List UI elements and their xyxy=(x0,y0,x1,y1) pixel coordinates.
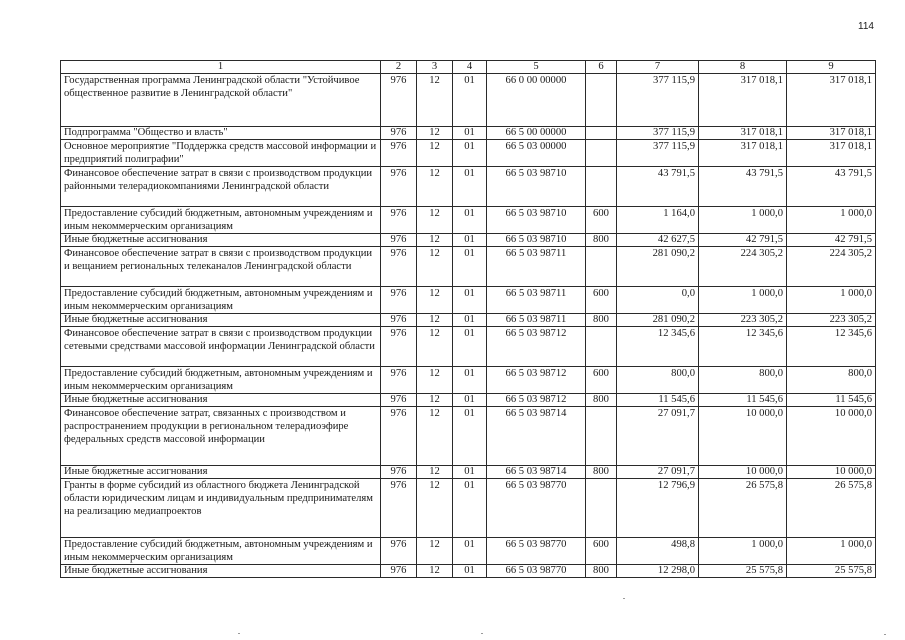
header-cell: 2 xyxy=(381,61,417,74)
expense-type-cell: 800 xyxy=(586,234,617,247)
department-code-cell: 976 xyxy=(381,538,417,565)
table-row xyxy=(61,167,876,207)
table-row xyxy=(61,247,876,287)
subsection-code-cell: 01 xyxy=(453,287,487,314)
expense-type-cell xyxy=(586,247,617,287)
section-code-cell: 12 xyxy=(417,167,453,207)
expense-type-cell xyxy=(586,74,617,127)
subsection-code-cell: 01 xyxy=(453,234,487,247)
section-code-cell: 12 xyxy=(417,367,453,394)
amount-col8-cell: 11 545,6 xyxy=(699,394,787,407)
department-code-cell: 976 xyxy=(381,367,417,394)
header-cell: 9 xyxy=(787,61,876,74)
page-number: 114 xyxy=(858,21,874,32)
expense-type-cell: 800 xyxy=(586,466,617,479)
amount-col7-cell: 800,0 xyxy=(617,367,699,394)
target-article-cell: 66 5 03 98770 xyxy=(487,565,586,578)
table-row xyxy=(61,565,876,578)
department-code-cell: 976 xyxy=(381,234,417,247)
amount-col9-cell: 26 575,8 xyxy=(787,479,876,538)
amount-col7-cell: 12 298,0 xyxy=(617,565,699,578)
amount-col7-cell: 377 115,9 xyxy=(617,140,699,167)
amount-col7-cell: 27 091,7 xyxy=(617,407,699,466)
expense-type-cell: 800 xyxy=(586,314,617,327)
amount-col8-cell: 317 018,1 xyxy=(699,74,787,127)
subsection-code-cell: 01 xyxy=(453,565,487,578)
subsection-code-cell: 01 xyxy=(453,74,487,127)
department-code-cell: 976 xyxy=(381,167,417,207)
table-row xyxy=(61,407,876,466)
amount-col9-cell: 317 018,1 xyxy=(787,127,876,140)
expense-type-cell xyxy=(586,127,617,140)
header-cell: 3 xyxy=(417,61,453,74)
header-cell: 7 xyxy=(617,61,699,74)
amount-col9-cell: 1 000,0 xyxy=(787,538,876,565)
expense-name-cell: Иные бюджетные ассигнования xyxy=(61,466,381,479)
subsection-code-cell: 01 xyxy=(453,327,487,367)
table-row xyxy=(61,74,876,127)
scan-speck xyxy=(884,634,886,635)
header-row xyxy=(61,61,876,74)
subsection-code-cell: 01 xyxy=(453,314,487,327)
table-row xyxy=(61,127,876,140)
subsection-code-cell: 01 xyxy=(453,479,487,538)
amount-col8-cell: 1 000,0 xyxy=(699,287,787,314)
amount-col7-cell: 12 796,9 xyxy=(617,479,699,538)
amount-col9-cell: 1 000,0 xyxy=(787,207,876,234)
expense-type-cell xyxy=(586,167,617,207)
amount-col9-cell: 43 791,5 xyxy=(787,167,876,207)
table-row xyxy=(61,394,876,407)
amount-col7-cell: 377 115,9 xyxy=(617,74,699,127)
target-article-cell: 66 5 03 98711 xyxy=(487,287,586,314)
amount-col8-cell: 224 305,2 xyxy=(699,247,787,287)
header-cell: 1 xyxy=(61,61,381,74)
amount-col7-cell: 27 091,7 xyxy=(617,466,699,479)
section-code-cell: 12 xyxy=(417,538,453,565)
header-cell: 8 xyxy=(699,61,787,74)
amount-col7-cell: 11 545,6 xyxy=(617,394,699,407)
expense-name-cell: Предоставление субсидий бюджетным, автономным учреждениям и иным некоммерческим организациям xyxy=(61,538,381,565)
target-article-cell: 66 5 03 98711 xyxy=(487,247,586,287)
scan-speck xyxy=(481,633,483,634)
amount-col7-cell: 1 164,0 xyxy=(617,207,699,234)
section-code-cell: 12 xyxy=(417,314,453,327)
target-article-cell: 66 5 03 98714 xyxy=(487,407,586,466)
subsection-code-cell: 01 xyxy=(453,407,487,466)
target-article-cell: 66 5 00 00000 xyxy=(487,127,586,140)
department-code-cell: 976 xyxy=(381,479,417,538)
header-cell: 5 xyxy=(487,61,586,74)
amount-col8-cell: 12 345,6 xyxy=(699,327,787,367)
expense-name-cell: Иные бюджетные ассигнования xyxy=(61,234,381,247)
amount-col9-cell: 800,0 xyxy=(787,367,876,394)
amount-col8-cell: 317 018,1 xyxy=(699,127,787,140)
subsection-code-cell: 01 xyxy=(453,466,487,479)
expense-name-cell: Финансовое обеспечение затрат в связи с производством продукции и вещанием региональных телеканалов Ленинградской области xyxy=(61,247,381,287)
department-code-cell: 976 xyxy=(381,466,417,479)
expense-name-cell: Подпрограмма "Общество и власть" xyxy=(61,127,381,140)
amount-col8-cell: 1 000,0 xyxy=(699,538,787,565)
section-code-cell: 12 xyxy=(417,140,453,167)
target-article-cell: 66 5 03 98712 xyxy=(487,394,586,407)
amount-col7-cell: 43 791,5 xyxy=(617,167,699,207)
expense-type-cell: 600 xyxy=(586,207,617,234)
target-article-cell: 66 0 00 00000 xyxy=(487,74,586,127)
amount-col7-cell: 281 090,2 xyxy=(617,314,699,327)
amount-col8-cell: 43 791,5 xyxy=(699,167,787,207)
table-row xyxy=(61,234,876,247)
expense-name-cell: Финансовое обеспечение затрат в связи с производством продукции районными телерадиокомпаниями Ленинградской области xyxy=(61,167,381,207)
amount-col9-cell: 11 545,6 xyxy=(787,394,876,407)
amount-col7-cell: 12 345,6 xyxy=(617,327,699,367)
target-article-cell: 66 5 03 98710 xyxy=(487,167,586,207)
expense-type-cell: 800 xyxy=(586,565,617,578)
department-code-cell: 976 xyxy=(381,314,417,327)
amount-col8-cell: 25 575,8 xyxy=(699,565,787,578)
section-code-cell: 12 xyxy=(417,247,453,287)
amount-col8-cell: 42 791,5 xyxy=(699,234,787,247)
section-code-cell: 12 xyxy=(417,565,453,578)
amount-col8-cell: 10 000,0 xyxy=(699,407,787,466)
table-row xyxy=(61,538,876,565)
amount-col9-cell: 223 305,2 xyxy=(787,314,876,327)
expense-type-cell: 600 xyxy=(586,287,617,314)
department-code-cell: 976 xyxy=(381,207,417,234)
expense-type-cell: 600 xyxy=(586,538,617,565)
header-cell: 4 xyxy=(453,61,487,74)
amount-col7-cell: 0,0 xyxy=(617,287,699,314)
expense-name-cell: Предоставление субсидий бюджетным, автономным учреждениям и иным некоммерческим организациям xyxy=(61,207,381,234)
subsection-code-cell: 01 xyxy=(453,367,487,394)
department-code-cell: 976 xyxy=(381,247,417,287)
department-code-cell: 976 xyxy=(381,140,417,167)
subsection-code-cell: 01 xyxy=(453,538,487,565)
expense-type-cell: 800 xyxy=(586,394,617,407)
amount-col9-cell: 317 018,1 xyxy=(787,74,876,127)
scan-speck xyxy=(238,633,240,634)
amount-col8-cell: 1 000,0 xyxy=(699,207,787,234)
table-row xyxy=(61,327,876,367)
amount-col9-cell: 10 000,0 xyxy=(787,466,876,479)
department-code-cell: 976 xyxy=(381,327,417,367)
table-row xyxy=(61,479,876,538)
department-code-cell: 976 xyxy=(381,407,417,466)
target-article-cell: 66 5 03 98711 xyxy=(487,314,586,327)
amount-col7-cell: 42 627,5 xyxy=(617,234,699,247)
amount-col8-cell: 317 018,1 xyxy=(699,140,787,167)
expense-name-cell: Основное мероприятие "Поддержка средств массовой информации и предприятий полиграфии" xyxy=(61,140,381,167)
amount-col8-cell: 800,0 xyxy=(699,367,787,394)
amount-col9-cell: 10 000,0 xyxy=(787,407,876,466)
scan-speck xyxy=(623,598,625,599)
amount-col9-cell: 12 345,6 xyxy=(787,327,876,367)
expense-name-cell: Финансовое обеспечение затрат в связи с производством продукции сетевыми средствами массовой информации Ленинградской области xyxy=(61,327,381,367)
expense-type-cell xyxy=(586,407,617,466)
target-article-cell: 66 5 03 98710 xyxy=(487,207,586,234)
amount-col7-cell: 498,8 xyxy=(617,538,699,565)
expense-name-cell: Иные бюджетные ассигнования xyxy=(61,565,381,578)
expense-name-cell: Иные бюджетные ассигнования xyxy=(61,314,381,327)
target-article-cell: 66 5 03 98712 xyxy=(487,327,586,367)
expense-name-cell: Иные бюджетные ассигнования xyxy=(61,394,381,407)
section-code-cell: 12 xyxy=(417,394,453,407)
section-code-cell: 12 xyxy=(417,127,453,140)
department-code-cell: 976 xyxy=(381,127,417,140)
amount-col9-cell: 25 575,8 xyxy=(787,565,876,578)
subsection-code-cell: 01 xyxy=(453,167,487,207)
section-code-cell: 12 xyxy=(417,479,453,538)
amount-col9-cell: 224 305,2 xyxy=(787,247,876,287)
section-code-cell: 12 xyxy=(417,74,453,127)
table-row xyxy=(61,367,876,394)
expense-name-cell: Гранты в форме субсидий из областного бюджета Ленинградской области юридическим лицам и индивидуальным предпринимателям на реализацию медиапроектов xyxy=(61,479,381,538)
expense-name-cell: Предоставление субсидий бюджетным, автономным учреждениям и иным некоммерческим организациям xyxy=(61,367,381,394)
expense-name-cell: Предоставление субсидий бюджетным, автономным учреждениям и иным некоммерческим организациям xyxy=(61,287,381,314)
department-code-cell: 976 xyxy=(381,74,417,127)
department-code-cell: 976 xyxy=(381,394,417,407)
amount-col9-cell: 317 018,1 xyxy=(787,140,876,167)
section-code-cell: 12 xyxy=(417,407,453,466)
target-article-cell: 66 5 03 98710 xyxy=(487,234,586,247)
expense-type-cell xyxy=(586,140,617,167)
subsection-code-cell: 01 xyxy=(453,127,487,140)
amount-col9-cell: 42 791,5 xyxy=(787,234,876,247)
section-code-cell: 12 xyxy=(417,327,453,367)
table-row xyxy=(61,466,876,479)
department-code-cell: 976 xyxy=(381,565,417,578)
table-row xyxy=(61,207,876,234)
target-article-cell: 66 5 03 98712 xyxy=(487,367,586,394)
table-row xyxy=(61,287,876,314)
section-code-cell: 12 xyxy=(417,234,453,247)
budget-table xyxy=(60,60,876,578)
table-row xyxy=(61,140,876,167)
target-article-cell: 66 5 03 98770 xyxy=(487,479,586,538)
section-code-cell: 12 xyxy=(417,466,453,479)
amount-col8-cell: 223 305,2 xyxy=(699,314,787,327)
target-article-cell: 66 5 03 98714 xyxy=(487,466,586,479)
expense-name-cell: Государственная программа Ленинградской области "Устойчивое общественное развитие в Ленинградской области" xyxy=(61,74,381,127)
subsection-code-cell: 01 xyxy=(453,207,487,234)
amount-col7-cell: 377 115,9 xyxy=(617,127,699,140)
expense-name-cell: Финансовое обеспечение затрат, связанных с производством и распространением продукции в региональном телерадиоэфире федеральных средств массовой информации xyxy=(61,407,381,466)
expense-type-cell: 600 xyxy=(586,367,617,394)
expense-type-cell xyxy=(586,479,617,538)
subsection-code-cell: 01 xyxy=(453,394,487,407)
section-code-cell: 12 xyxy=(417,287,453,314)
target-article-cell: 66 5 03 98770 xyxy=(487,538,586,565)
section-code-cell: 12 xyxy=(417,207,453,234)
amount-col8-cell: 26 575,8 xyxy=(699,479,787,538)
table-row xyxy=(61,314,876,327)
subsection-code-cell: 01 xyxy=(453,247,487,287)
subsection-code-cell: 01 xyxy=(453,140,487,167)
department-code-cell: 976 xyxy=(381,287,417,314)
header-cell: 6 xyxy=(586,61,617,74)
amount-col7-cell: 281 090,2 xyxy=(617,247,699,287)
amount-col8-cell: 10 000,0 xyxy=(699,466,787,479)
amount-col9-cell: 1 000,0 xyxy=(787,287,876,314)
expense-type-cell xyxy=(586,327,617,367)
target-article-cell: 66 5 03 00000 xyxy=(487,140,586,167)
